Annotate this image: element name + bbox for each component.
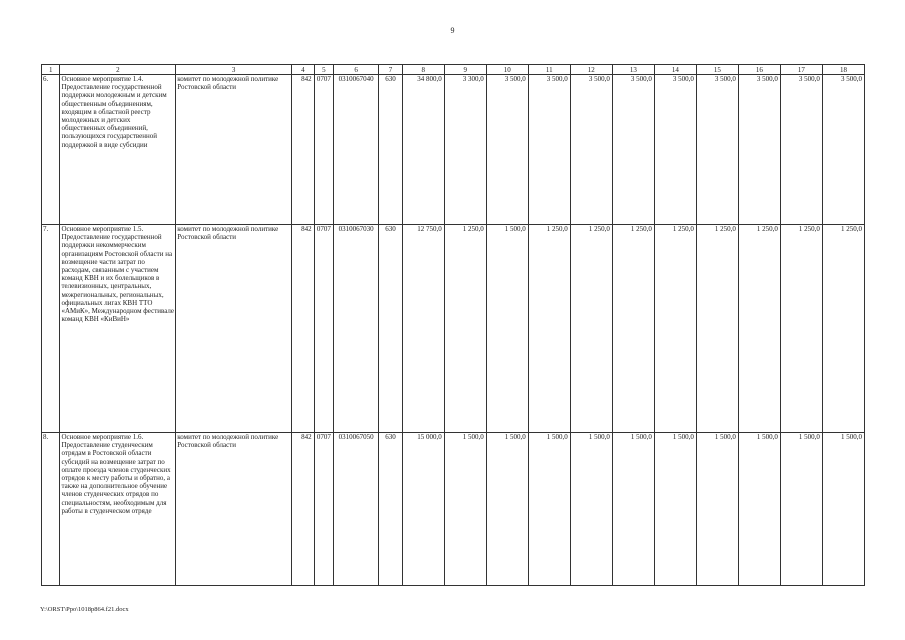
year-amount: 1 500,0 xyxy=(486,225,528,433)
year-amount: 3 500,0 xyxy=(822,75,864,225)
csr-code: 0310067030 xyxy=(334,225,379,433)
total-amount: 34 800,0 xyxy=(402,75,444,225)
year-amount: 1 500,0 xyxy=(738,433,780,586)
column-number: 5 xyxy=(314,65,333,75)
year-amount: 1 500,0 xyxy=(654,433,696,586)
budget-table xyxy=(41,64,865,586)
executor: комитет по молодежной политике Ростовской области xyxy=(176,75,292,225)
column-number: 6 xyxy=(334,65,379,75)
column-number: 8 xyxy=(402,65,444,75)
column-number: 7 xyxy=(379,65,403,75)
grbs-code: 842 xyxy=(292,225,315,433)
executor: комитет по молодежной политике Ростовской области xyxy=(176,225,292,433)
year-amount: 1 500,0 xyxy=(528,433,570,586)
grbs-code: 842 xyxy=(292,75,315,225)
year-amount: 1 250,0 xyxy=(444,225,486,433)
year-amount: 1 250,0 xyxy=(822,225,864,433)
year-amount: 1 250,0 xyxy=(738,225,780,433)
year-amount: 1 250,0 xyxy=(780,225,822,433)
column-number: 9 xyxy=(444,65,486,75)
rzpr-code: 0707 xyxy=(314,225,333,433)
column-number: 17 xyxy=(780,65,822,75)
row-number: 7. xyxy=(42,225,60,433)
table-row xyxy=(42,225,865,433)
year-amount: 3 500,0 xyxy=(738,75,780,225)
year-amount: 1 500,0 xyxy=(822,433,864,586)
vr-code: 630 xyxy=(379,225,403,433)
executor: комитет по молодежной политике Ростовской области xyxy=(176,433,292,586)
year-amount: 1 500,0 xyxy=(444,433,486,586)
rzpr-code: 0707 xyxy=(314,75,333,225)
column-number: 16 xyxy=(738,65,780,75)
event-description: Основное мероприятие 1.4. Предоставление государственной поддержки молодежным и детским общественным объединениям, входящим в областной реестр молодежных и детских общественных объединений, пользующихся государственной поддержкой в виде субсидии xyxy=(60,75,176,225)
column-number: 3 xyxy=(176,65,292,75)
vr-code: 630 xyxy=(379,433,403,586)
event-description: Основное мероприятие 1.5. Предоставление государственной поддержки некоммерческим организациям Ростовской области на возмещение части затрат по расходам, связанным с участием команд КВН и их болельщиков в телевизионных, центральных, межрегиональных, региональных, официальных лигах КВН ТТО «АМиК», Международном фестивале команд КВН «КиВиН» xyxy=(60,225,176,433)
year-amount: 3 500,0 xyxy=(528,75,570,225)
year-amount: 1 250,0 xyxy=(696,225,738,433)
year-amount: 3 500,0 xyxy=(780,75,822,225)
page-number: 9 xyxy=(450,26,455,35)
year-amount: 3 500,0 xyxy=(612,75,654,225)
column-number: 15 xyxy=(696,65,738,75)
footer-file-path: Y:\ORST\Ppo\1018p864.f21.docx xyxy=(40,606,129,613)
column-number: 12 xyxy=(570,65,612,75)
column-number: 14 xyxy=(654,65,696,75)
total-amount: 15 000,0 xyxy=(402,433,444,586)
year-amount: 1 500,0 xyxy=(780,433,822,586)
column-number: 18 xyxy=(822,65,864,75)
year-amount: 1 500,0 xyxy=(570,433,612,586)
year-amount: 3 500,0 xyxy=(486,75,528,225)
year-amount: 3 300,0 xyxy=(444,75,486,225)
table-row xyxy=(42,75,865,225)
year-amount: 3 500,0 xyxy=(570,75,612,225)
csr-code: 0310067040 xyxy=(334,75,379,225)
year-amount: 1 500,0 xyxy=(696,433,738,586)
year-amount: 1 500,0 xyxy=(612,433,654,586)
year-amount: 1 250,0 xyxy=(654,225,696,433)
column-number: 13 xyxy=(612,65,654,75)
row-number: 8. xyxy=(42,433,60,586)
table-row xyxy=(42,433,865,586)
total-amount: 12 750,0 xyxy=(402,225,444,433)
year-amount: 1 250,0 xyxy=(528,225,570,433)
year-amount: 1 500,0 xyxy=(486,433,528,586)
column-number: 11 xyxy=(528,65,570,75)
csr-code: 0310067050 xyxy=(334,433,379,586)
row-number: 6. xyxy=(42,75,60,225)
column-number-row xyxy=(42,65,865,75)
column-number: 4 xyxy=(292,65,315,75)
grbs-code: 842 xyxy=(292,433,315,586)
vr-code: 630 xyxy=(379,75,403,225)
column-number: 2 xyxy=(60,65,176,75)
year-amount: 3 500,0 xyxy=(654,75,696,225)
column-number: 1 xyxy=(42,65,60,75)
year-amount: 1 250,0 xyxy=(612,225,654,433)
rzpr-code: 0707 xyxy=(314,433,333,586)
year-amount: 1 250,0 xyxy=(570,225,612,433)
year-amount: 3 500,0 xyxy=(696,75,738,225)
column-number: 10 xyxy=(486,65,528,75)
event-description: Основное мероприятие 1.6. Предоставление студенческим отрядам в Ростовской области субсидий на возмещение затрат по оплате проезда членов студенческих отрядов к месту работы и обратно, а также на дополнительное обучение членов студенческих отрядов по специальностям, необходимым для работы в студенческом отряде xyxy=(60,433,176,586)
